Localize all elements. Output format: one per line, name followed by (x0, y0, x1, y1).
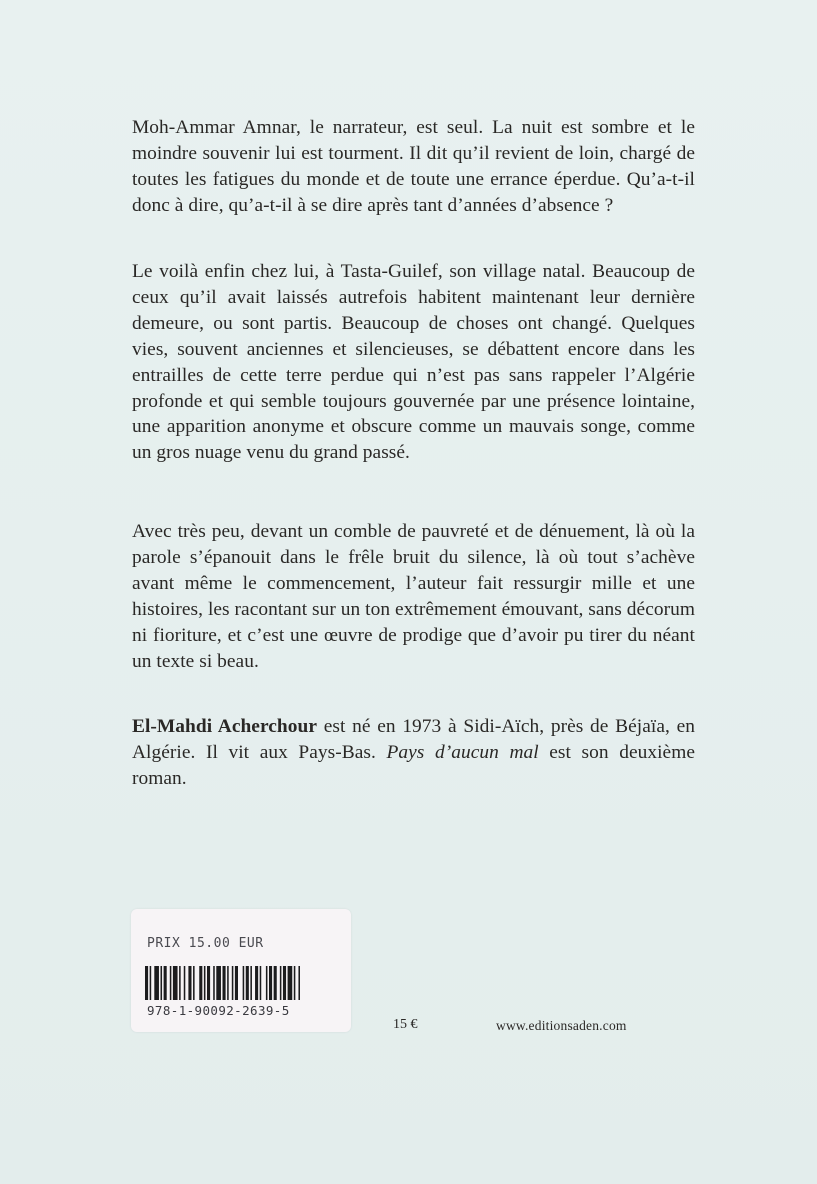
book-title: Pays d’aucun mal (386, 741, 539, 763)
barcode-bar (199, 966, 202, 1000)
cover-price: 15 € (393, 1017, 418, 1032)
barcode-bar (150, 966, 152, 1000)
blurb-paragraph-3: Avec très peu, devant un comble de pauvreté et de dénuement, là où la parole s’épanouit dans le frêle bruit du silence, là où tout s’achève avant même le commencement, l’auteur fait ressurgir mille et une histoires, les racontant sur un ton extrêmement émouvant, sans décorum ni fioriture, et c’est une œuvre de prodige que d’avoir pu tirer du néant un texte si beau. (132, 521, 695, 672)
barcode-bar (170, 966, 172, 1000)
barcode-bar (288, 966, 293, 1000)
barcode-bar (255, 966, 258, 1000)
barcode-bar (207, 966, 210, 1000)
author-name: El-Mahdi Acherchour (132, 716, 317, 737)
barcode-bar (260, 966, 262, 1000)
barcode-bar (216, 966, 221, 1000)
barcode-bar (161, 966, 163, 1000)
barcode-bar (243, 966, 245, 1000)
barcode-bar (164, 966, 167, 1000)
barcode-bar (283, 966, 286, 1000)
isbn-number: 978-1-90092-2639-5 (147, 1003, 290, 1018)
barcode-bar (223, 966, 226, 1000)
barcode-bar (145, 966, 148, 1000)
barcode-bar (294, 966, 296, 1000)
barcode-bar (232, 966, 234, 1000)
barcode-bar (266, 966, 268, 1000)
barcode-bar (173, 966, 178, 1000)
barcode-bar (188, 966, 191, 1000)
author-bio-text-1: est né en 1973 à Sidi-Aïch, près de Béjaïa, en Algérie. Il vit aux Pays-Bas. (132, 716, 695, 763)
barcode-bar (246, 966, 249, 1000)
barcode-bar (213, 966, 215, 1000)
publisher-website: www.editionsaden.com (496, 1018, 627, 1033)
barcode-bar (298, 966, 300, 1000)
barcode-bar (235, 966, 238, 1000)
sticker-price-label: PRIX 15.00 EUR (147, 936, 264, 951)
barcode-bar (250, 966, 252, 1000)
author-bio (132, 714, 695, 792)
blurb-paragraph-1: Moh-Ammar Amnar, le narrateur, est seul. La nuit est sombre et le moindre souvenir lui est tourment. Il dit qu’il revient de loin, chargé de toutes les fatigues du monde et de toute une errance éperdue. Qu’a-t-il donc à dire, qu’a-t-il à se dire après tant d’années d’absence ? (132, 117, 695, 216)
barcode-bar (179, 966, 181, 1000)
barcode-bar (193, 966, 195, 1000)
price-sticker (131, 909, 351, 1032)
author-bio-text-2: est son deuxième roman. (132, 741, 695, 789)
barcode-bar (269, 966, 272, 1000)
barcode-bar (184, 966, 186, 1000)
barcode-bar (154, 966, 159, 1000)
blurb-paragraph-2: Le voilà enfin chez lui, à Tasta-Guilef, son village natal. Beaucoup de ceux qu’il avait laissés autrefois habitent maintenant leur dernière demeure, ou sont partis. Beaucoup de choses ont changé. Quelques vies, souvent anciennes et silencieuses, se débattent encore dans les entrailles de cette terre perdue qui n’est pas sans rappeler l’Algérie profonde et qui semble toujours gouvernée par une présence lointaine, une apparition anonyme et obscure comme un mauvais songe, comme un gros nuage venu du grand passé. (132, 261, 695, 464)
barcode-bar (280, 966, 282, 1000)
barcode-bar (227, 966, 229, 1000)
barcode-bar (204, 966, 206, 1000)
barcode-bar (274, 966, 277, 1000)
